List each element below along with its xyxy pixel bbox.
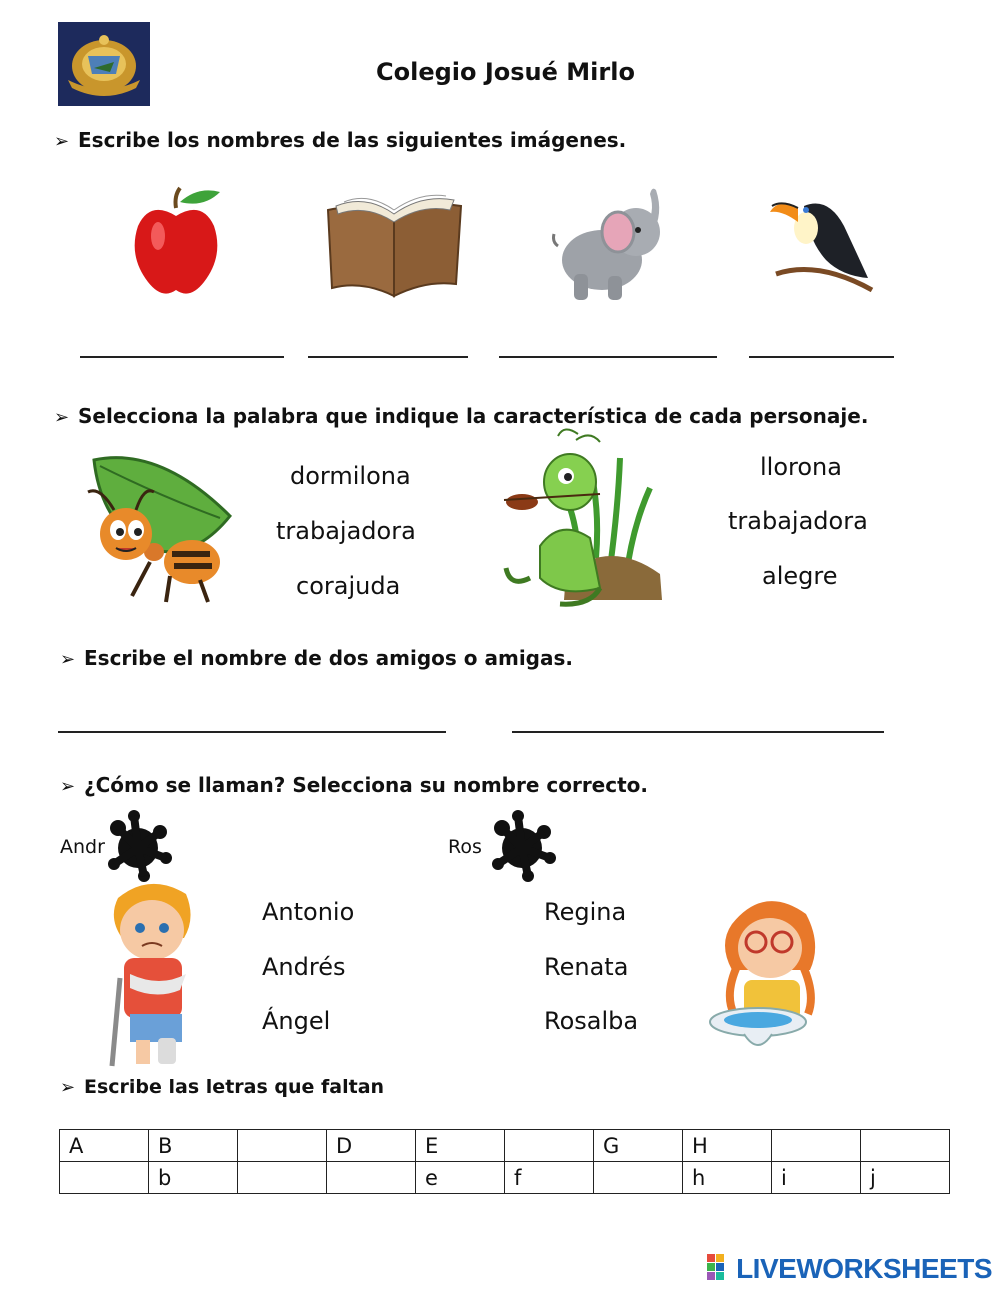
letter-cell: b (149, 1162, 238, 1194)
girl-option-1[interactable]: Regina (544, 898, 627, 926)
letter-cell: E (416, 1130, 505, 1162)
letter-cell: h (683, 1162, 772, 1194)
ant-option-1[interactable]: dormilona (290, 462, 411, 490)
friend-name-line-2[interactable] (512, 731, 884, 733)
elephant-image (552, 184, 672, 308)
boy-name-label: Andr (60, 836, 105, 858)
girl-option-2[interactable]: Renata (544, 953, 629, 981)
grasshopper-option-3[interactable]: alegre (762, 562, 838, 590)
grasshopper-image (500, 428, 670, 612)
answer-line-toucan[interactable] (749, 356, 894, 358)
letter-cell: B (149, 1130, 238, 1162)
arrow-bullet-icon: ➢ (60, 649, 76, 670)
letters-table (59, 1129, 950, 1194)
letter-blank-cell[interactable] (60, 1162, 149, 1194)
boy-option-3[interactable]: Ángel (262, 1007, 331, 1035)
arrow-bullet-icon: ➢ (60, 776, 76, 797)
letter-blank-cell[interactable] (238, 1130, 327, 1162)
girl-option-3[interactable]: Rosalba (544, 1007, 639, 1035)
boy-option-1[interactable]: Antonio (262, 898, 355, 926)
instruction-5: ➢ Escribe las letras que faltan (60, 1076, 385, 1098)
friend-name-line-1[interactable] (58, 731, 446, 733)
apple-image (130, 186, 225, 308)
ink-splat-icon (104, 810, 174, 886)
ant-image (80, 446, 240, 610)
letter-cell: j (861, 1162, 950, 1194)
boy-image (100, 878, 210, 1074)
girl-image (704, 884, 834, 1063)
letter-cell: G (594, 1130, 683, 1162)
liveworksheets-logo (707, 1253, 992, 1287)
brand-text: LIVEWORKSHEETS (736, 1253, 992, 1284)
letter-cell: A (60, 1130, 149, 1162)
ant-option-2[interactable]: trabajadora (276, 517, 416, 545)
school-crest (58, 22, 150, 106)
table-row (60, 1162, 950, 1194)
answer-line-apple[interactable] (80, 356, 284, 358)
letter-blank-cell[interactable] (861, 1130, 950, 1162)
arrow-bullet-icon: ➢ (54, 407, 70, 428)
answer-line-book[interactable] (308, 356, 468, 358)
letter-cell: e (416, 1162, 505, 1194)
instruction-3: ➢ Escribe el nombre de dos amigos o amigas. (60, 646, 573, 670)
letter-blank-cell[interactable] (772, 1130, 861, 1162)
letter-cell: f (505, 1162, 594, 1194)
girl-name-label: Ros (448, 836, 482, 858)
letter-cell: H (683, 1130, 772, 1162)
arrow-bullet-icon: ➢ (60, 1077, 76, 1098)
letter-cell: i (772, 1162, 861, 1194)
grasshopper-option-2[interactable]: trabajadora (728, 507, 868, 535)
letter-cell: D (327, 1130, 416, 1162)
instruction-1: ➢ Escribe los nombres de las siguientes imágenes. (54, 128, 627, 152)
ink-splat-icon (488, 810, 558, 886)
answer-line-elephant[interactable] (499, 356, 717, 358)
boy-option-2[interactable]: Andrés (262, 953, 346, 981)
letter-blank-cell[interactable] (238, 1162, 327, 1194)
table-row (60, 1130, 950, 1162)
grasshopper-option-1[interactable]: llorona (760, 453, 842, 481)
instruction-4: ➢ ¿Cómo se llaman? Selecciona su nombre correcto. (60, 773, 649, 797)
liveworksheets-blocks-icon (707, 1254, 733, 1287)
letter-blank-cell[interactable] (594, 1162, 683, 1194)
book-image (322, 188, 467, 304)
arrow-bullet-icon: ➢ (54, 131, 70, 152)
page-title: Colegio Josué Mirlo (376, 58, 635, 86)
toucan-image (768, 186, 878, 302)
instruction-2: ➢ Selecciona la palabra que indique la característica de cada personaje. (54, 404, 869, 428)
letter-blank-cell[interactable] (327, 1162, 416, 1194)
letter-blank-cell[interactable] (505, 1130, 594, 1162)
ant-option-3[interactable]: corajuda (296, 572, 401, 600)
